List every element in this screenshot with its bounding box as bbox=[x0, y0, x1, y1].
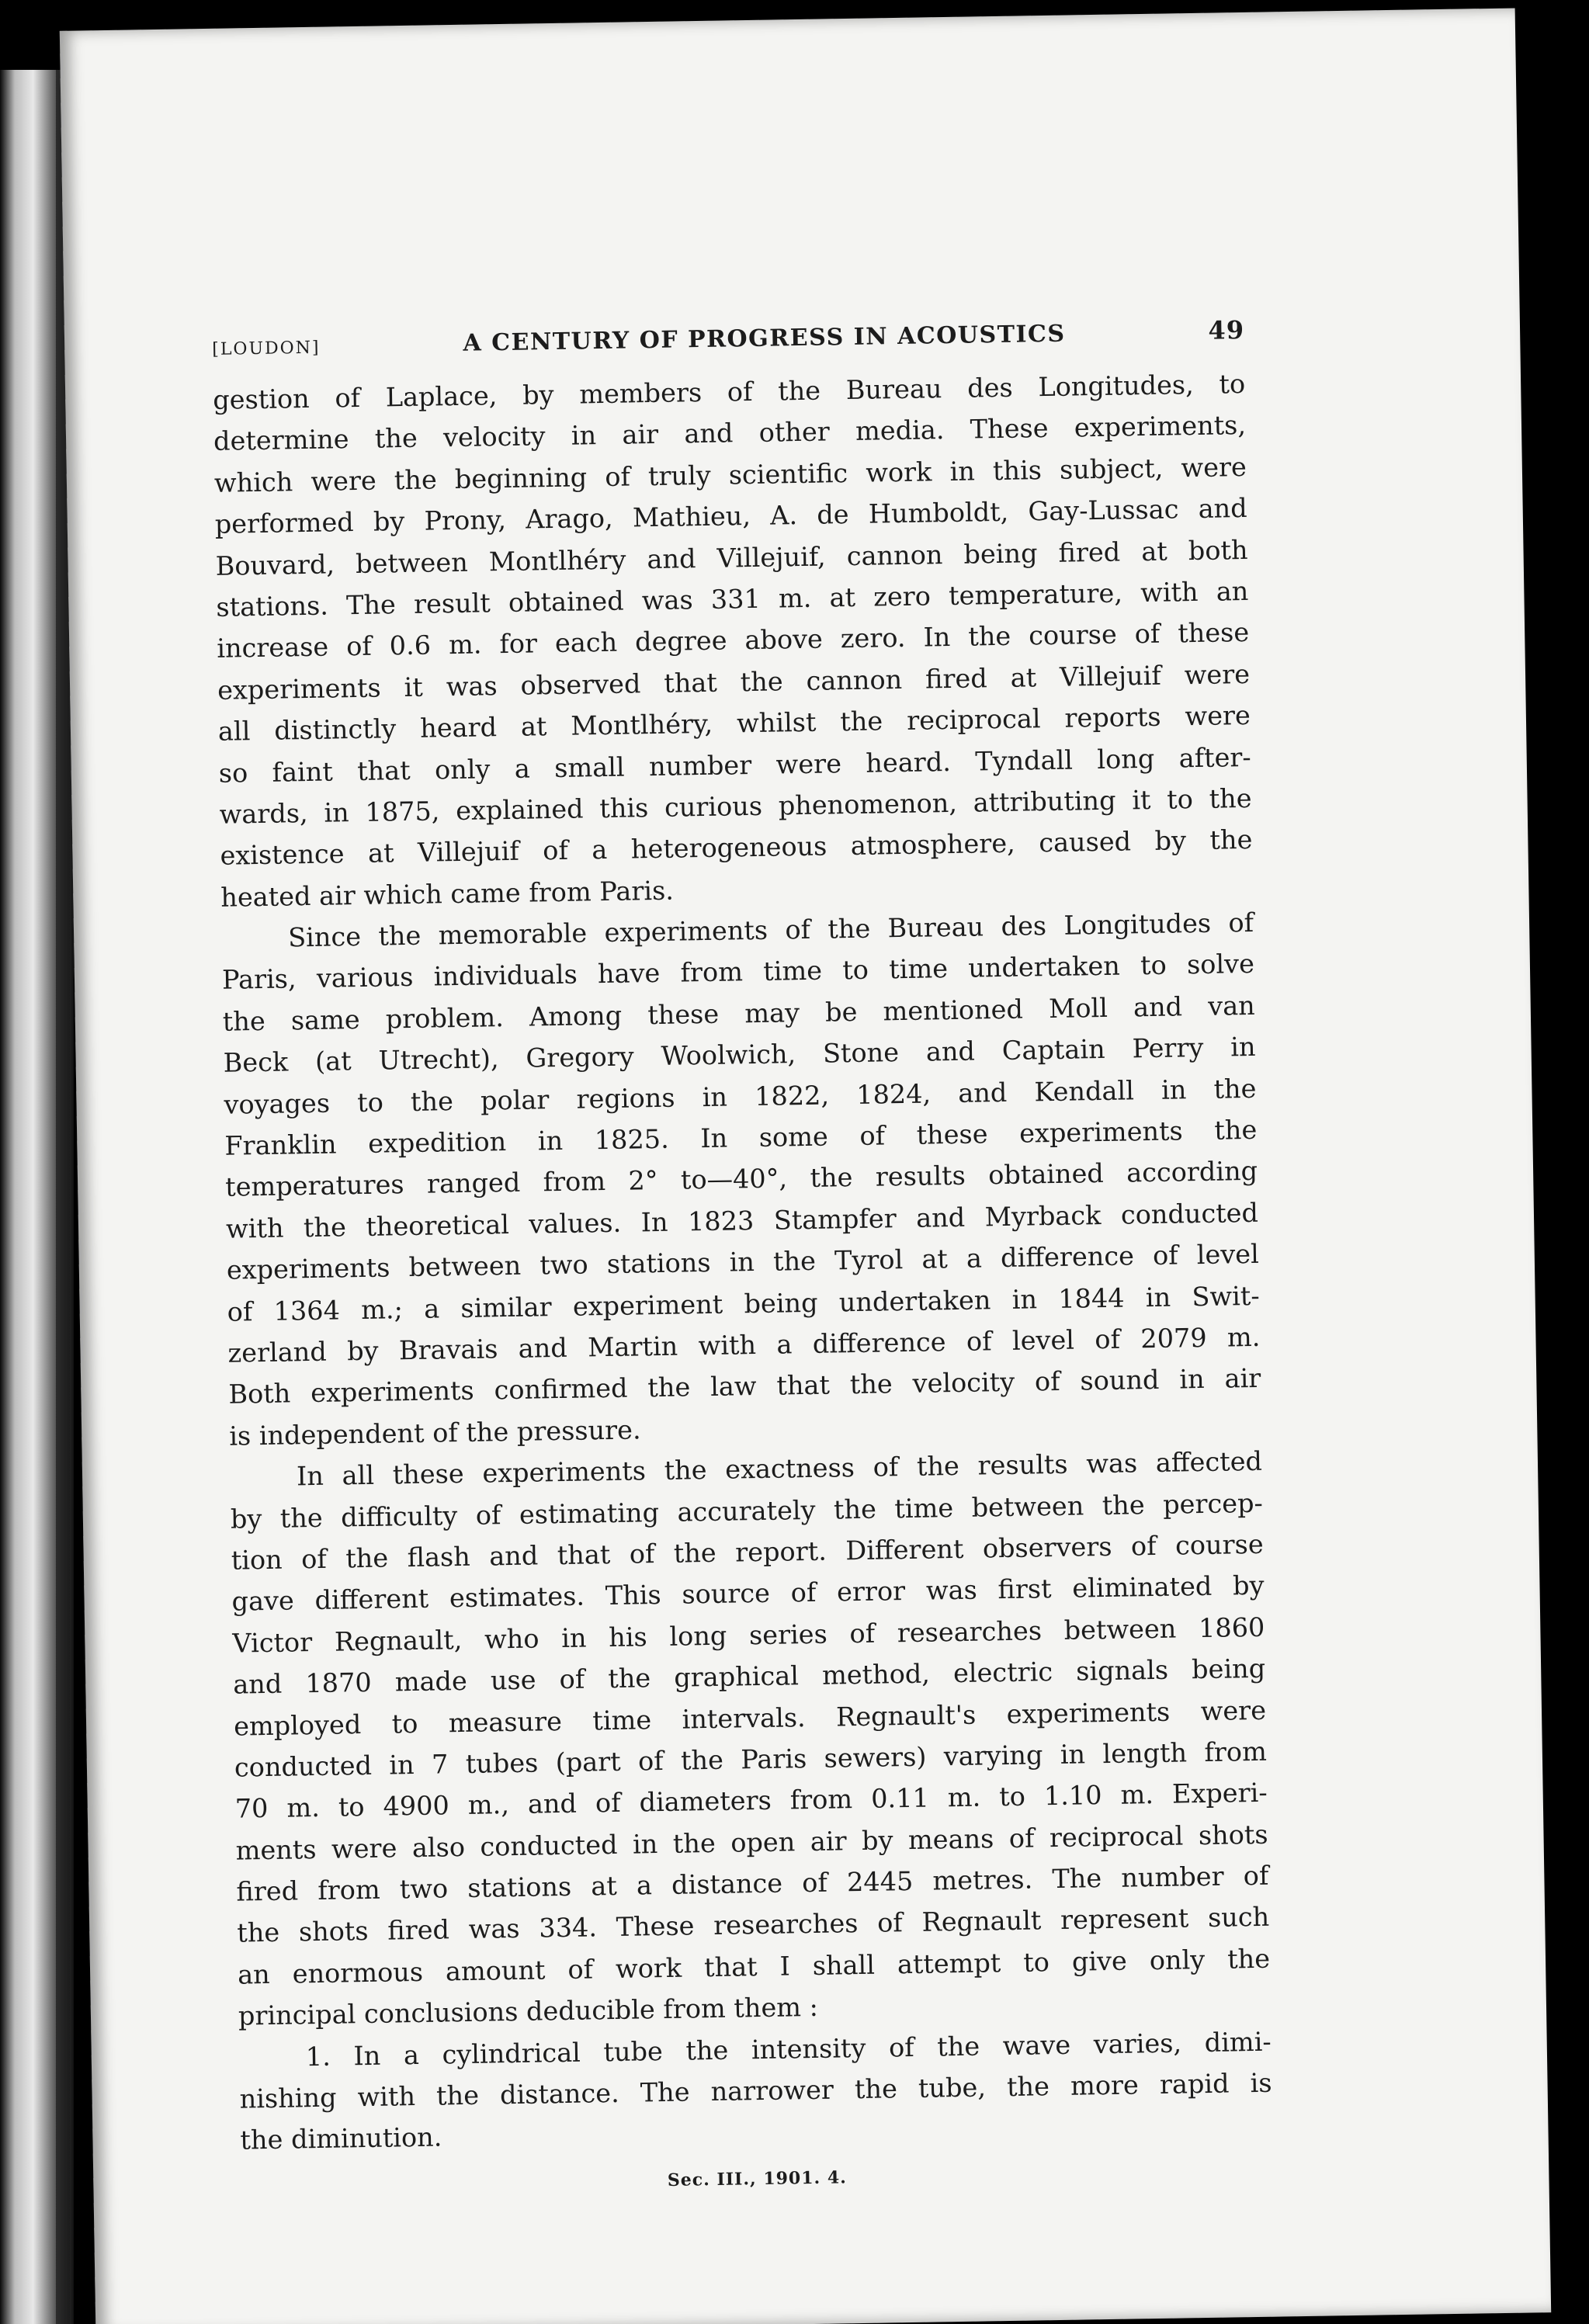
text-line: with the theoretical values. In 1823 Stampfer and Myrback conducted bbox=[225, 1197, 1259, 1244]
text-line: principal conclusions deducible from them : bbox=[238, 1992, 819, 2031]
text-line: zerland by Bravais and Martin with a difference of level of 2079 m. bbox=[227, 1321, 1261, 1368]
text-line: heated air which came from Paris. bbox=[220, 875, 675, 913]
text-line: gestion of Laplace, by members of the Bureau des Longitudes, to bbox=[212, 368, 1246, 415]
text-line: temperatures ranged from 2° to—40°, the results obtained according bbox=[224, 1156, 1258, 1203]
text-line: employed to measure time intervals. Regnault's experiments were bbox=[233, 1694, 1267, 1742]
running-head bbox=[212, 315, 1244, 361]
text-line: which were the beginning of truly scientific work in this subject, were bbox=[213, 451, 1247, 498]
signature-footer: Sec. III., 1901. 4. bbox=[667, 2167, 848, 2190]
running-head-author: [LOUDON] bbox=[212, 338, 321, 359]
page-content bbox=[212, 315, 1274, 2197]
text-line: increase of 0.6 m. for each degree above zero. In the course of these bbox=[217, 617, 1250, 664]
text-line: an enormous amount of work that I shall attempt to give only the bbox=[237, 1943, 1271, 1990]
text-line: existence at Villejuif of a heterogeneous atmosphere, caused by the bbox=[220, 824, 1253, 872]
paragraph-first-line: Since the memorable experiments of the Bureau des Longitudes of bbox=[287, 907, 1254, 953]
text-line: Beck (at Utrecht), Gregory Woolwich, Stone and Captain Perry in bbox=[223, 1032, 1256, 1079]
text-line: 70 m. to 4900 m., and of diameters from 0.11 m. to 1.10 m. Experi- bbox=[234, 1778, 1268, 1824]
text-line: conducted in 7 tubes (part of the Paris sewers) varying in length from bbox=[234, 1736, 1268, 1783]
running-head-title: A CENTURY OF PROGRESS IN ACOUSTICS bbox=[463, 320, 1066, 357]
text-line: Paris, various individuals have from time to time undertaken to solve bbox=[221, 949, 1255, 996]
text-line: Bouvard, between Montlhéry and Villejuif, cannon being fired at both bbox=[215, 534, 1248, 581]
text-line: of 1364 m.; a similar experiment being undertaken in 1844 in Swit- bbox=[227, 1280, 1260, 1327]
paragraph-first-line: In all these experiments the exactness of the results was affected bbox=[296, 1445, 1263, 1492]
text-line: stations. The result obtained was 331 m. at zero temperature, with an bbox=[216, 575, 1249, 623]
numbered-item-first-line: 1. In a cylindrical tube the intensity of the wave varies, dimi- bbox=[305, 2026, 1272, 2072]
text-line: the same problem. Among these may be mentioned Moll and van bbox=[222, 990, 1256, 1037]
text-line: experiments it was observed that the cannon fired at Villejuif were bbox=[217, 658, 1251, 706]
text-line: fired from two stations at a distance of 2445 metres. The number of bbox=[236, 1860, 1269, 1907]
text-line: voyages to the polar regions in 1822, 1824, and Kendall in the bbox=[224, 1073, 1257, 1120]
text-line: nishing with the distance. The narrower the tube, the more rapid is bbox=[239, 2067, 1272, 2114]
text-line: the shots fired was 334. These researches of Regnault represent such bbox=[237, 1902, 1270, 1949]
text-line: and 1870 made use of the graphical method, electric signals being bbox=[232, 1653, 1266, 1700]
body-text bbox=[213, 363, 1273, 2161]
text-line: Victor Regnault, who in his long series of researches between 1860 bbox=[232, 1611, 1265, 1659]
text-line: the diminution. bbox=[240, 2121, 442, 2156]
text-line: Franklin expedition in 1825. In some of these experiments the bbox=[224, 1114, 1258, 1161]
text-line: ments were also conducted in the open air by means of reciprocal shots bbox=[235, 1819, 1268, 1866]
text-line: so faint that only a small number were heard. Tyndall long after- bbox=[218, 741, 1251, 789]
text-line: experiments between two stations in the Tyrol at a difference of level bbox=[226, 1239, 1260, 1285]
text-line: wards, in 1875, explained this curious phenomenon, attributing it to the bbox=[219, 782, 1252, 830]
page-sheet bbox=[60, 8, 1551, 2324]
text-line: tion of the flash and that of the report. Different observers of course bbox=[231, 1528, 1264, 1576]
text-line: Both experiments confirmed the law that the velocity of sound in air bbox=[228, 1363, 1261, 1410]
text-line: is independent of the pressure. bbox=[228, 1414, 641, 1452]
text-line: performed by Prony, Arago, Mathieu, A. de Humboldt, Gay-Lussac and bbox=[214, 493, 1247, 540]
page-number: 49 bbox=[1208, 314, 1245, 345]
text-line: gave different estimates. This source of error was first eliminated by bbox=[231, 1570, 1265, 1617]
text-line: by the difficulty of estimating accurately the time between the percep- bbox=[230, 1487, 1264, 1535]
text-line: all distinctly heard at Montlhéry, whilst the reciprocal reports were bbox=[217, 700, 1251, 747]
text-line: determine the velocity in air and other media. These experiments, bbox=[213, 410, 1247, 457]
